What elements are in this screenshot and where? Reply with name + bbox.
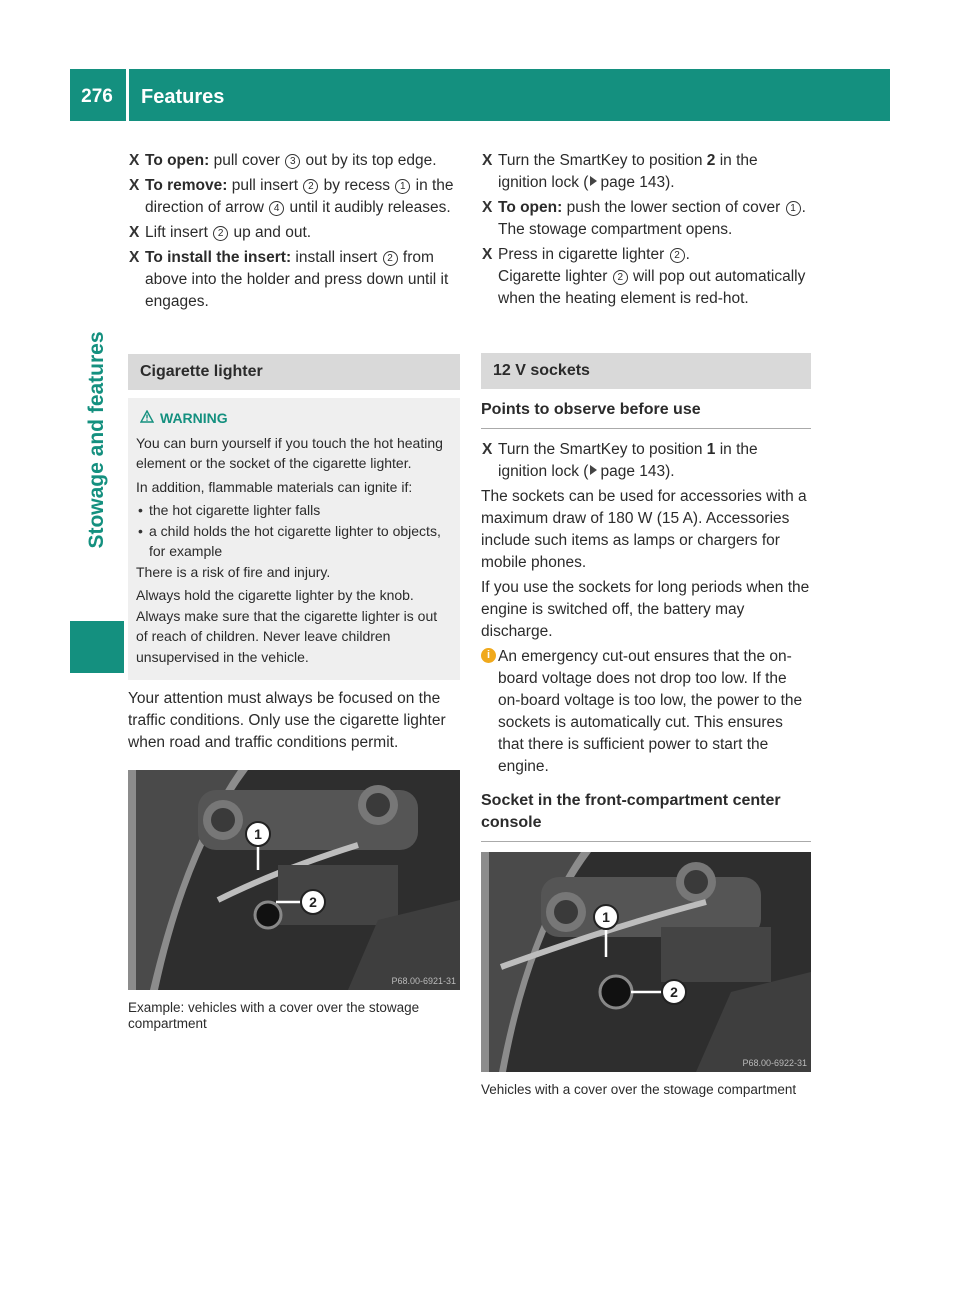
warning-icon — [140, 408, 154, 429]
warning-title: WARNING — [160, 410, 228, 426]
page-ref-link[interactable]: page 143 — [600, 174, 666, 191]
photo-callout: 1 — [254, 826, 262, 842]
info-icon: i — [481, 648, 496, 663]
list-item: • a child holds the hot cigarette lighter to objects, for example — [136, 521, 452, 562]
body-text: The sockets can be used for accessories with a maximum draw of 180 W (15 A). Accessories include such items as lamps or chargers for mobile phones. — [481, 488, 807, 571]
page-number: 276 — [81, 86, 113, 107]
warning-text: You can burn yourself if you touch the hot heating element or the socket of the cigarette lighter. — [136, 434, 443, 471]
page-title: Features — [141, 86, 225, 108]
photo-code: P68.00-6922-31 — [742, 1058, 807, 1068]
page-ref-icon — [590, 465, 597, 475]
photo-callout: 2 — [670, 984, 678, 1000]
right-column — [481, 150, 811, 1098]
warning-text: There is a risk of fire and injury. — [136, 563, 331, 580]
attention-text: Your attention must always be focused on the traffic conditions. Only use the cigarette lighter when road and traffic conditions permit. — [128, 690, 446, 751]
left-column — [128, 150, 460, 1032]
step-remove-insert: X To remove: pull insert 2 by recess 1 in the direction of arrow 4 until it audibly releases. — [129, 177, 454, 216]
step-open-cover: X To open: pull cover 3 out by its top edge. — [129, 152, 437, 169]
page-ref-icon — [590, 176, 597, 186]
side-tab-marker — [70, 621, 124, 673]
list-item: • the hot cigarette lighter falls — [136, 500, 452, 521]
photo-caption: Vehicles with a cover over the stowage compartment — [481, 1082, 797, 1097]
page-ref-link[interactable]: page 143 — [600, 463, 666, 480]
console-photo — [128, 770, 460, 990]
step-turn-smartkey: X Turn the SmartKey to position 2 in the ignition lock ( page 143). — [482, 152, 758, 191]
step-install-insert: X To install the insert: install insert 2 from above into the holder and press down until it engages. — [129, 249, 449, 310]
subheading-socket-console: Socket in the front-compartment center console — [481, 790, 811, 842]
side-tab-label: Stowage and features — [85, 331, 108, 549]
warning-box — [128, 398, 460, 680]
warning-text: Always hold the cigarette lighter by the knob. Always make sure that the cigarette lighter is out of reach of children. Never leave children unsupervised in the vehicle. — [136, 587, 438, 665]
info-note: i An emergency cut-out ensures that the on-board voltage does not drop too low. If the on-board voltage is too low, the power to the sockets is automatically cut. This ensures that there is sufficient power to start the engine. — [481, 646, 811, 778]
photo-callout: 1 — [602, 909, 610, 925]
section-title-12v-sockets: 12 V sockets — [481, 353, 811, 389]
header-divider — [126, 69, 129, 121]
step-lift-insert: X Lift insert 2 up and out. — [129, 224, 312, 241]
section-title-cigarette-lighter: Cigarette lighter — [128, 354, 460, 390]
socket-photo — [481, 852, 811, 1072]
subheading-before-use: Points to observe before use — [481, 399, 811, 429]
photo-callout: 2 — [309, 894, 317, 910]
step-open-lower-cover: X To open: push the lower section of cover 1 . The stowage compartment opens. — [482, 199, 806, 238]
photo-caption: Example: vehicles with a cover over the stowage compartment — [128, 1000, 420, 1031]
photo-code: P68.00-6921-31 — [391, 976, 456, 986]
warning-text: In addition, flammable materials can ignite if: — [136, 478, 413, 495]
step-press-lighter: X Press in cigarette lighter 2 . Cigarette lighter 2 will pop out automatically when the heating element is red-hot. — [482, 246, 806, 307]
body-text: If you use the sockets for long periods when the engine is switched off, the battery may discharge. — [481, 579, 810, 640]
step-turn-smartkey-1: X Turn the SmartKey to position 1 in the ignition lock ( page 143). — [482, 441, 758, 480]
